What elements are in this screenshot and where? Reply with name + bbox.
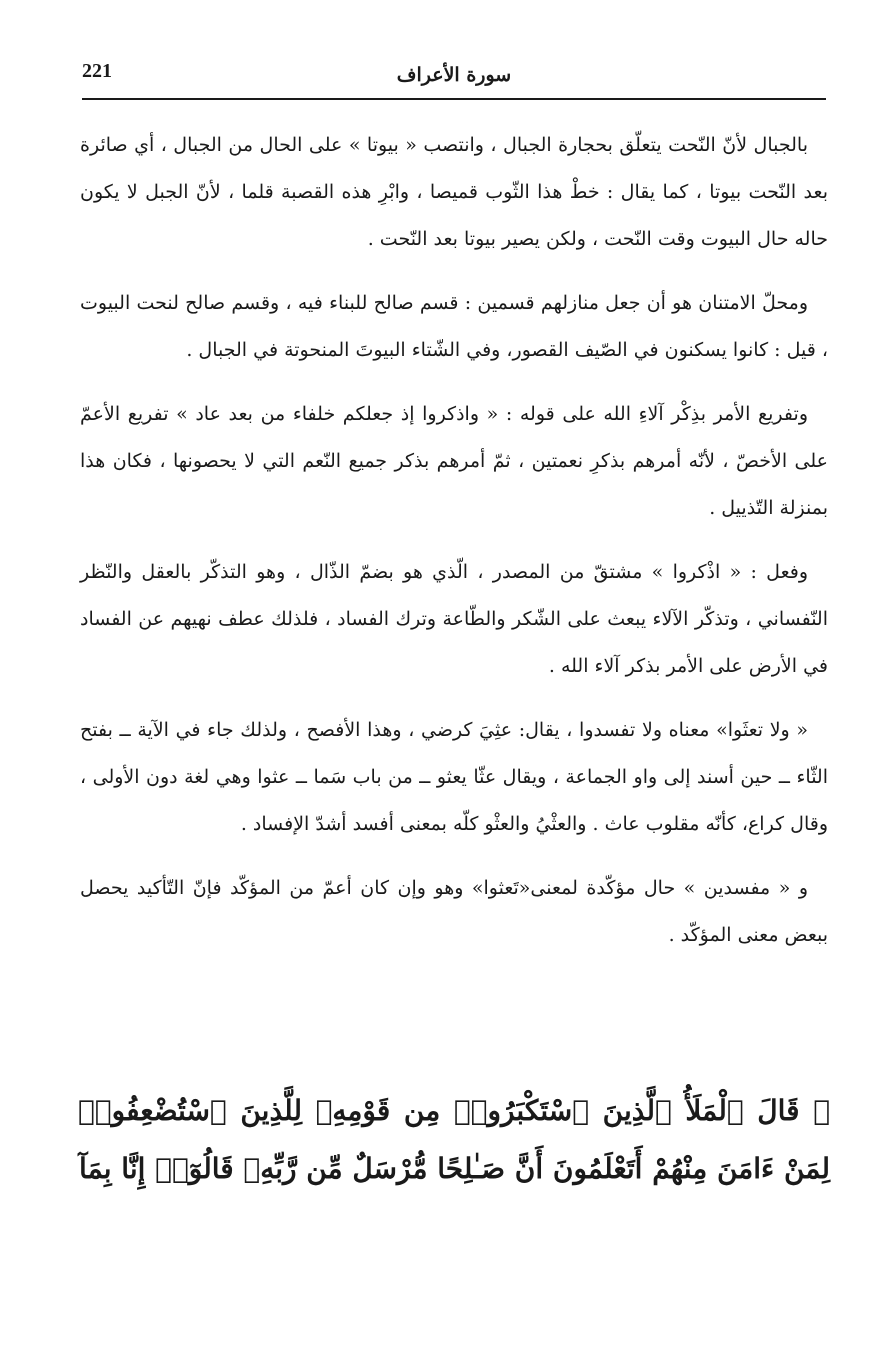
commentary-body — [80, 122, 828, 976]
paragraph: ومحلّ الامتنان هو أن جعل منازلهم قسمين : قسم صالح للبناء فيه ، وقسم صالح لنحت البيوت ، قيل : كانوا يسكنون في الصّيف القصور، وفي الشّتاء البيوتَ المنحوتة في الجبال . — [80, 292, 828, 361]
page-number: 221 — [82, 60, 112, 82]
page-header — [82, 58, 826, 100]
verse-text: قَالَ ٱلْمَلَأُ ٱلَّذِينَ ٱسْتَكْبَرُوا۟ مِن قَوْمِهِۦ لِلَّذِينَ ٱسْتُضْعِفُوا۟ لِمَنْ ءَامَنَ مِنْهُمْ أَتَعْلَمُونَ أَنَّ صَـٰلِحًا مُّرْسَلٌ مِّن رَّبِّهِۦ قَالُوٓا۟ إِنَّا بِمَآ — [78, 1094, 830, 1185]
paragraph: وتفريع الأمر بذِكْر آلاءِ الله على قوله : « واذكروا إذ جعلكم خلفاء من بعد عاد » تفريع الأعمّ على الأخصّ ، لأنّه أمرهم بذكرِ نعمتين ، ثمّ أمرهم بذكر جميع النّعم التي لا يحصونها ، فكان هذا بمنزلة التّذييل . — [80, 403, 828, 519]
paragraph: « ولا تعثَوا» معناه ولا تفسدوا ، يقال: عثِيَ كرضي ، وهذا الأفصح ، ولذلك جاء في الآية ــ بفتح الثّاء ــ حين أسند إلى واو الجماعة ، ويقال عثّا يعثو ــ من باب سَما ــ عثوا وهي لغة دون الأولى ، وقال كراع، كأنّه مقلوب عاث . والعثْيُ والعثْو كلّه بمعنى أفسد أشدّ الإفساد . — [80, 719, 828, 835]
verse-opening-bracket: ﴿ — [813, 1094, 830, 1127]
running-title: سورة الأعراف — [396, 64, 512, 86]
quran-verse — [78, 1082, 830, 1198]
paragraph: وفعل : « اذْكروا » مشتقّ من المصدر ، الّذي هو بضمّ الذّال ، وهو التذكّر بالعقل والنّظر النّفساني ، وتذكّر الآلاء يبعث على الشّكر والطّاعة وترك الفساد ، فلذلك عطف نهيهم عن الفساد في الأرض على الأمر بذكر آلاء الله . — [80, 561, 828, 677]
paragraph: و « مفسدين » حال مؤكّدة لمعنى«تَعثوا» وهو وإن كان أعمّ من المؤكّد فإنّ التّأكيد يحصل ببعض معنى المؤكّد . — [80, 877, 828, 946]
paragraph: بالجبال لأنّ النّحت يتعلّق بحجارة الجبال ، وانتصب « بيوتا » على الحال من الجبال ، أي صائرة بعد النّحت بيوتا ، كما يقال : خطْ هذا الثّوب قميصا ، وابْرِ هذه القصبة قلما ، لأنّ الجبل لا يكون حاله حال البيوت وقت النّحت ، ولكن يصير بيوتا بعد النّحت . — [80, 134, 828, 250]
